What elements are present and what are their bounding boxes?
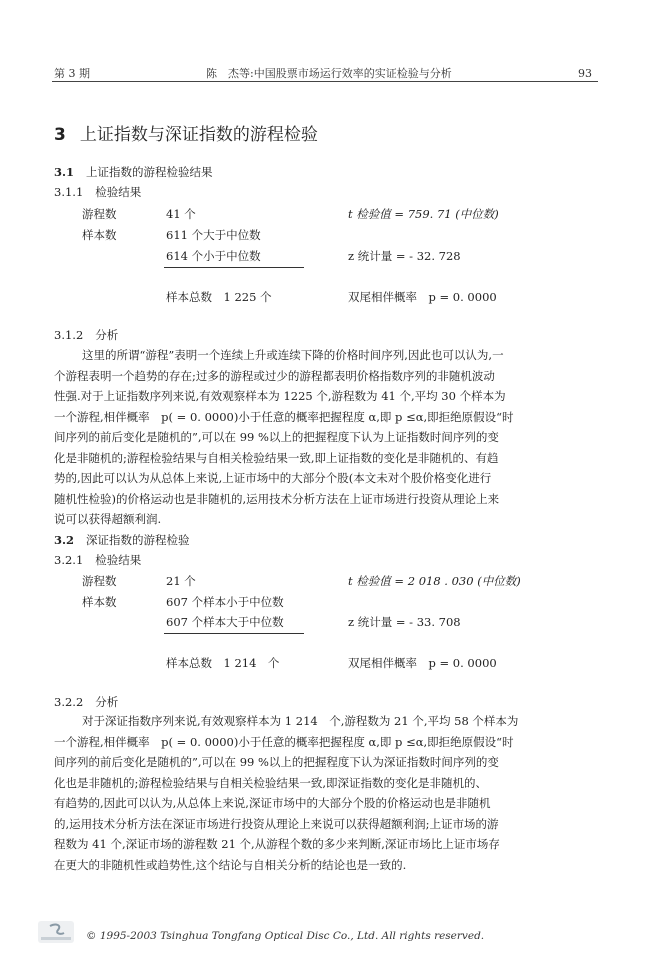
subsection-title: 深证指数的游程检验 (86, 533, 190, 547)
t-test-value: t 检验值 = 759. 71 (中位数) (348, 207, 499, 221)
runs-value: 21 个 (166, 574, 196, 588)
paragraph-line: 有趋势的,因此可以认为,从总体上来说,深证市场中的大部分个股的价格运动也是非随机 (54, 796, 491, 810)
paragraph-line: 化也是非随机的;游程检验结果与自相关检验结果一致,即深证指数的变化是非随机的、 (54, 775, 488, 790)
subsubsection-3-2-2-heading (54, 694, 118, 710)
paragraph-line: 说可以获得超额利润. (54, 512, 162, 526)
total-samples: 样本总数 1 225 个 (166, 290, 272, 304)
paragraph-line: 这里的所谓“游程”表明一个连续上升或连续下降的价格时间序列,因此也可以认为,一 (82, 348, 504, 362)
z-statistic: z 统计量 = - 32. 728 (348, 249, 461, 263)
section-title: 上证指数与深证指数的游程检验 (79, 125, 318, 145)
subsubsection-title: 分析 (95, 328, 119, 342)
paragraph-line: 间序列的前后变化是随机的”,可以在 99 %以上的把握程度下认为上证指数时间序列的变 (54, 430, 499, 444)
subsubsection-title: 检验结果 (95, 553, 142, 567)
publisher-logo-icon (38, 921, 74, 943)
above-median-count: 611 个大于中位数 (166, 228, 261, 242)
subsubsection-number: 3.2.2 (54, 695, 84, 709)
runs-label: 游程数 (82, 207, 117, 221)
paragraph-line: 化是非随机的;游程检验结果与自相关检验结果一致,即上证指数的变化是非随机的、有趋 (54, 450, 499, 465)
above-median-count: 607 个样本大于中位数 (166, 615, 284, 629)
subsection-3-1-heading (54, 164, 213, 180)
paragraph-line: 程数为 41 个,深证市场的游程数 21 个,从游程个数的多少来判断,深证市场比上证市场存 (54, 837, 500, 851)
paragraph-line: 一个游程,相伴概率 p( = 0. 0000)小于任意的概率把握程度 α,即 p ≤α,即拒绝原假设“时 (54, 734, 514, 749)
below-median-count: 614 个小于中位数 (166, 249, 261, 263)
subsection-number: 3.1 (54, 165, 75, 179)
section-number: 3 (54, 125, 66, 145)
paragraph-line: 势的,因此可以认为从总体上来说,上证市场中的大部分个股(本文未对个股价格变化进行 (54, 471, 492, 485)
two-tailed-probability: 双尾相伴概率 p = 0. 0000 (348, 656, 497, 670)
runs-value: 41 个 (166, 207, 196, 221)
paragraph-line: 一个游程,相伴概率 p( = 0. 0000)小于任意的概率把握程度 α,即 p ≤α,即拒绝原假设“时 (54, 409, 514, 424)
sample-label: 样本数 (82, 595, 117, 609)
analysis-paragraph-3-2 (54, 711, 599, 875)
subsubsection-number: 3.1.2 (54, 328, 84, 342)
subsubsection-title: 检验结果 (95, 185, 142, 199)
paragraph-line: 个游程表明一个趋势的存在;过多的游程或过少的游程都表明价格指数序列的非随机波动 (54, 368, 495, 383)
subsection-3-2-heading (54, 532, 190, 548)
copyright-notice: © 1995-2003 Tsinghua Tongfang Optical Disc Co., Ltd. All rights reserved. (86, 930, 485, 942)
subsubsection-3-2-1-heading (54, 552, 141, 568)
running-title: 陈 杰等:中国股票市场运行效率的实证检验与分析 (206, 67, 452, 80)
paragraph-line: 性强.对于上证指数序列来说,有效观察样本为 1225 个,游程数为 41 个,平均 30 个样本为 (54, 389, 506, 403)
table-sum-rule (164, 267, 304, 268)
t-test-value: t 检验值 = 2 018 . 030 (中位数) (348, 574, 521, 588)
subsubsection-title: 分析 (95, 695, 119, 709)
paragraph-line: 随机性检验)的价格运动也是非随机的,运用技术分析方法在上证市场进行投资从理论上来 (54, 491, 500, 506)
subsubsection-3-1-1-heading (54, 184, 141, 200)
paragraph-line: 在更大的非随机性或趋势性,这个结论与自相关分析的结论也是一致的. (54, 857, 407, 872)
journal-issue: 第 3 期 (54, 67, 90, 80)
z-statistic: z 统计量 = - 33. 708 (348, 615, 461, 629)
paragraph-line: 的,运用技术分析方法在深证市场进行投资从理论上来说可以获得超额利润;上证市场的游 (54, 816, 499, 831)
section-heading (54, 120, 318, 145)
table-sum-rule (164, 633, 304, 634)
below-median-count: 607 个样本小于中位数 (166, 595, 284, 609)
subsubsection-3-1-2-heading (54, 327, 118, 343)
header-rule (52, 81, 598, 82)
total-samples: 样本总数 1 214 个 (166, 656, 280, 670)
subsection-title: 上证指数的游程检验结果 (86, 165, 213, 179)
paragraph-line: 对于深证指数序列来说,有效观察样本为 1 214 个,游程数为 21 个,平均 58 个样本为 (82, 714, 519, 728)
analysis-paragraph-3-1 (54, 345, 599, 530)
sample-label: 样本数 (82, 228, 117, 242)
page-number: 93 (578, 67, 592, 80)
subsection-number: 3.2 (54, 533, 75, 547)
two-tailed-probability: 双尾相伴概率 p = 0. 0000 (348, 290, 497, 304)
runs-label: 游程数 (82, 574, 117, 588)
subsubsection-number: 3.2.1 (54, 553, 84, 567)
paragraph-line: 间序列的前后变化是随机的”,可以在 99 %以上的把握程度下认为深证指数时间序列的变 (54, 755, 499, 769)
subsubsection-number: 3.1.1 (54, 185, 84, 199)
